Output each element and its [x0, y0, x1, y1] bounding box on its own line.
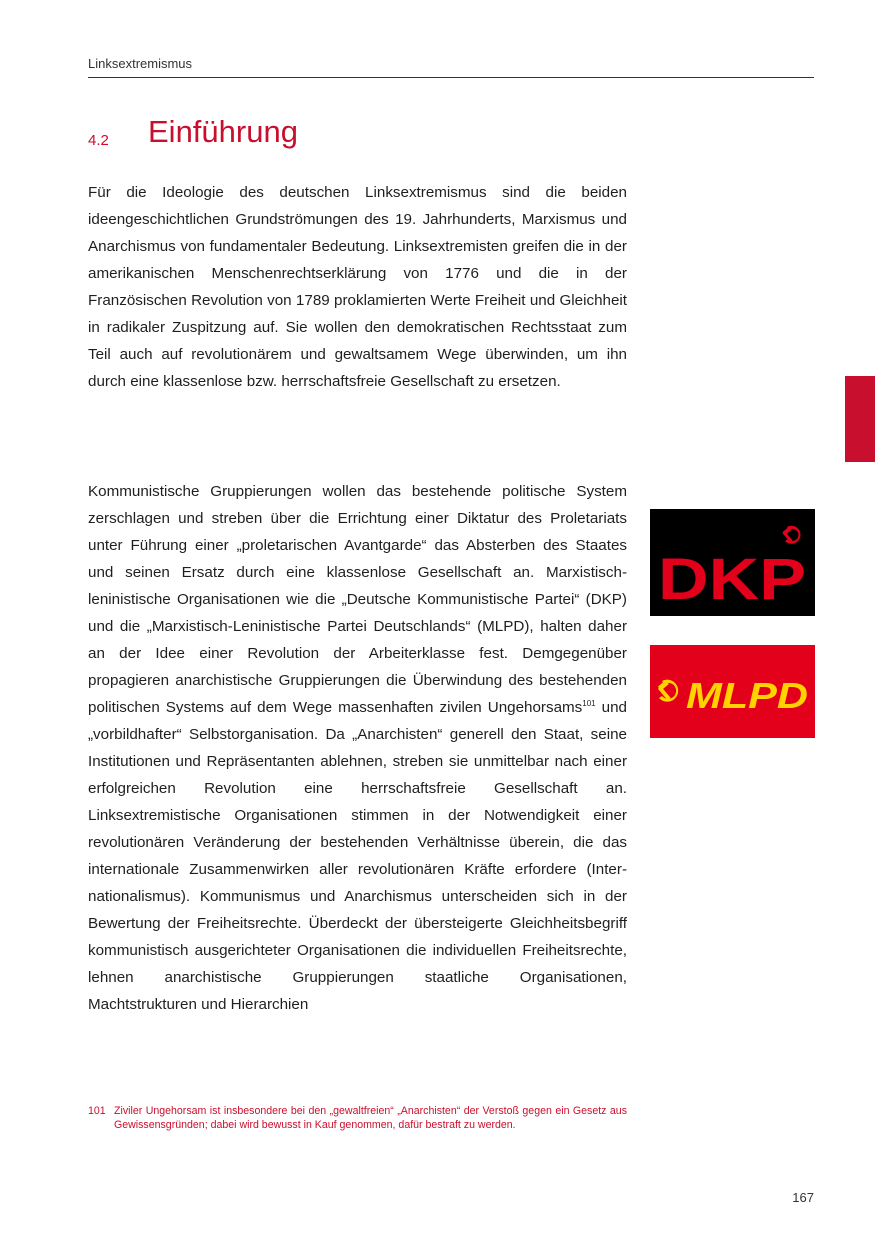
hammer-sickle-icon: [658, 680, 678, 702]
footnote-text: Ziviler Ungehorsam ist insbesondere bei den „gewaltfreien“ „Anarchisten“ der Verstoß gegen ein Gesetz aus Gewissensgründen; dabei wird bewusst in Kauf genommen, dafür bestraft zu werden.: [114, 1105, 627, 1131]
body-paragraph-2: [88, 478, 627, 1018]
running-head: Linksextremismus: [88, 56, 814, 78]
chapter-thumb-tab: [845, 376, 875, 462]
footnote-reference[interactable]: 101: [582, 698, 596, 708]
hammer-sickle-icon: [782, 526, 800, 544]
mlpd-logo-text: MLPD: [686, 675, 808, 716]
footnote: [88, 1104, 627, 1132]
mlpd-logo: [650, 645, 815, 738]
section-number: 4.2: [88, 132, 109, 149]
body-paragraph-1: Für die Ideologie des deutschen Linksextremismus sind die beiden ideengeschichtlichen Grundströmungen des 19. Jahrhunderts, Marxismus und Anarchismus von fundamentaler Bedeutung. Linksextremisten greifen die in der amerikanischen Menschenrechtserklärung von 1776 und die in der Französischen Revolution von 1789 proklamierten Werte Freiheit und Gleichheit in radikaler Zuspitzung auf. Sie wollen den demokratischen Rechtsstaat zum Teil auch auf revolutionärem und gewaltsamem Wege überwinden, um ihn durch eine klassenlose bzw. herrschaftsfreie Gesellschaft zu ersetzen.: [88, 184, 627, 390]
page-number: 167: [792, 1190, 814, 1205]
dkp-logo-text: DKP: [658, 547, 806, 612]
footnote-number: 101: [88, 1105, 106, 1117]
section-title: Einführung: [148, 114, 298, 149]
dkp-logo-graphic: [650, 509, 815, 616]
mlpd-logo-graphic: [650, 645, 815, 738]
paragraph-text: Kommunistische Gruppierungen wollen das bestehende politische System zerschlagen und streben über die Errichtung einer Diktatur des Proletariats unter Führung einer „proletarischen Avantgarde“ das Absterben des Staates und seinen Ersatz durch eine klassenlose Gesellschaft an. Marxistisch-leninistische Organisationen wie die „Deutsche Kommunistische Partei“ (DKP) und die „Marxistisch-Leninistische Partei Deutschlands“ (MLPD), halten daher an der Idee einer Revolution der Arbeiterklasse fest. Demgegenüber propagieren anarchistische Gruppierungen die Überwindung des bestehenden politischen Systems auf dem Wege massenhaften zivilen Ungehorsams: [88, 483, 627, 716]
dkp-logo: [650, 509, 815, 616]
paragraph-text: und „vorbildhafter“ Selbstorganisation. Da „Anarchisten“ generell den Staat, seine Institutionen und Repräsentanten ablehnen, streben sie unmittelbar nach einer erfolgreichen Revolution eine herrschaftsfreie Gesellschaft an. Linksextremistische Organisationen stimmen in der Notwendigkeit einer revolutionären Veränderung der bestehenden Verhältnisse überein, die das internationale Zusammenwirken aller revolutionären Kräfte erfordere (Internationalismus). Kommunismus und Anarchismus unterscheiden sich in der Bewertung der Freiheitsrechte. Überdeckt der übersteigerte Gleichheitsbegriff kommunistisch ausgerichteter Organisationen die individuellen Freiheitsrechte, lehnen anarchistische Gruppierungen staatliche Organisationen, Machtstrukturen und Hierarchien: [88, 699, 627, 1013]
